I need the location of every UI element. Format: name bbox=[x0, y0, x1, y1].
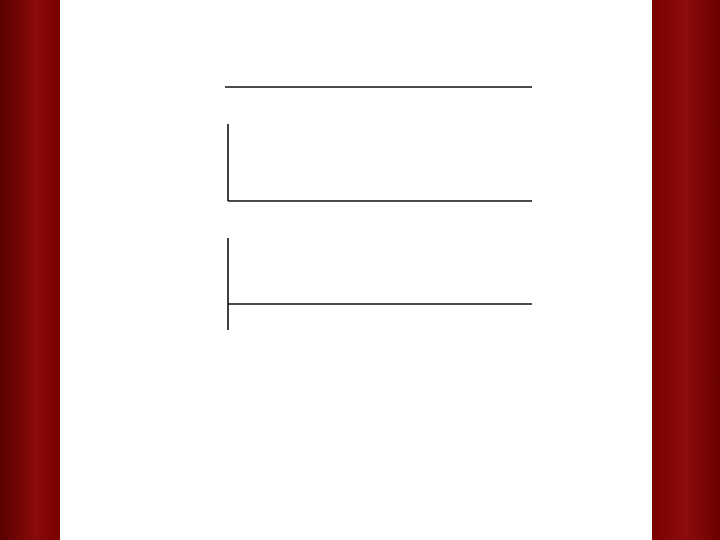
figure-graphic bbox=[60, 0, 652, 336]
slide-content bbox=[60, 0, 652, 540]
bottom-plot bbox=[228, 238, 532, 330]
figure-caption bbox=[76, 343, 642, 359]
left-decorative-band bbox=[0, 0, 60, 540]
right-decorative-band bbox=[652, 0, 720, 540]
caption-line bbox=[76, 343, 642, 359]
middle-plot bbox=[228, 124, 532, 201]
